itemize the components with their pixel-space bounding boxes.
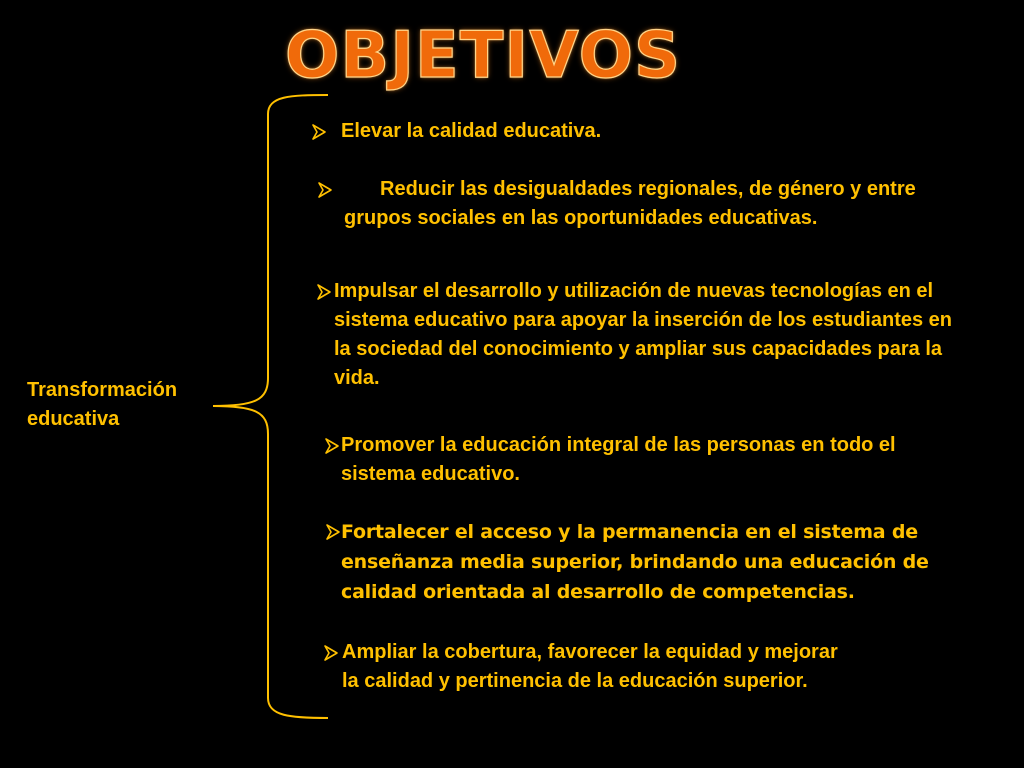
objective-text: Impulsar el desarrollo y utilización de nuevas tecnologías en el sistema educativo para apoyar la inserción de los estudiantes en la sociedad del conocimiento y ampliar sus capacidades para la vida. bbox=[334, 280, 953, 389]
objective-item bbox=[324, 517, 1014, 607]
slide-title: OBJETIVOS bbox=[285, 19, 682, 93]
arrow-bullet-icon bbox=[316, 175, 334, 204]
arrow-bullet-icon bbox=[315, 277, 333, 306]
arrow-bullet-icon bbox=[324, 517, 342, 546]
objective-item bbox=[316, 175, 956, 233]
objective-item bbox=[323, 431, 963, 489]
arrow-bullet-icon bbox=[323, 431, 341, 460]
transformation-label: Transformación educativa bbox=[27, 379, 178, 430]
objective-item bbox=[315, 277, 975, 393]
arrow-bullet-icon bbox=[310, 117, 328, 146]
objective-item bbox=[322, 638, 862, 696]
objective-item bbox=[310, 117, 730, 146]
objective-text: Fortalecer el acceso y la permanencia en el sistema de enseñanza media superior, brindando una educación de calidad orientada al desarrollo de competencias. bbox=[341, 521, 929, 603]
objective-text: Ampliar la cobertura, favorecer la equidad y mejorar la calidad y pertinencia de la educación superior. bbox=[342, 641, 838, 692]
objective-text: Promover la educación integral de las personas en todo el sistema educativo. bbox=[341, 434, 896, 485]
arrow-bullet-icon bbox=[322, 638, 340, 667]
objective-text: Elevar la calidad educativa. bbox=[341, 120, 602, 142]
objective-text: Reducir las desigualdades regionales, de género y entre grupos sociales en las oportunidades educativas. bbox=[344, 178, 916, 229]
